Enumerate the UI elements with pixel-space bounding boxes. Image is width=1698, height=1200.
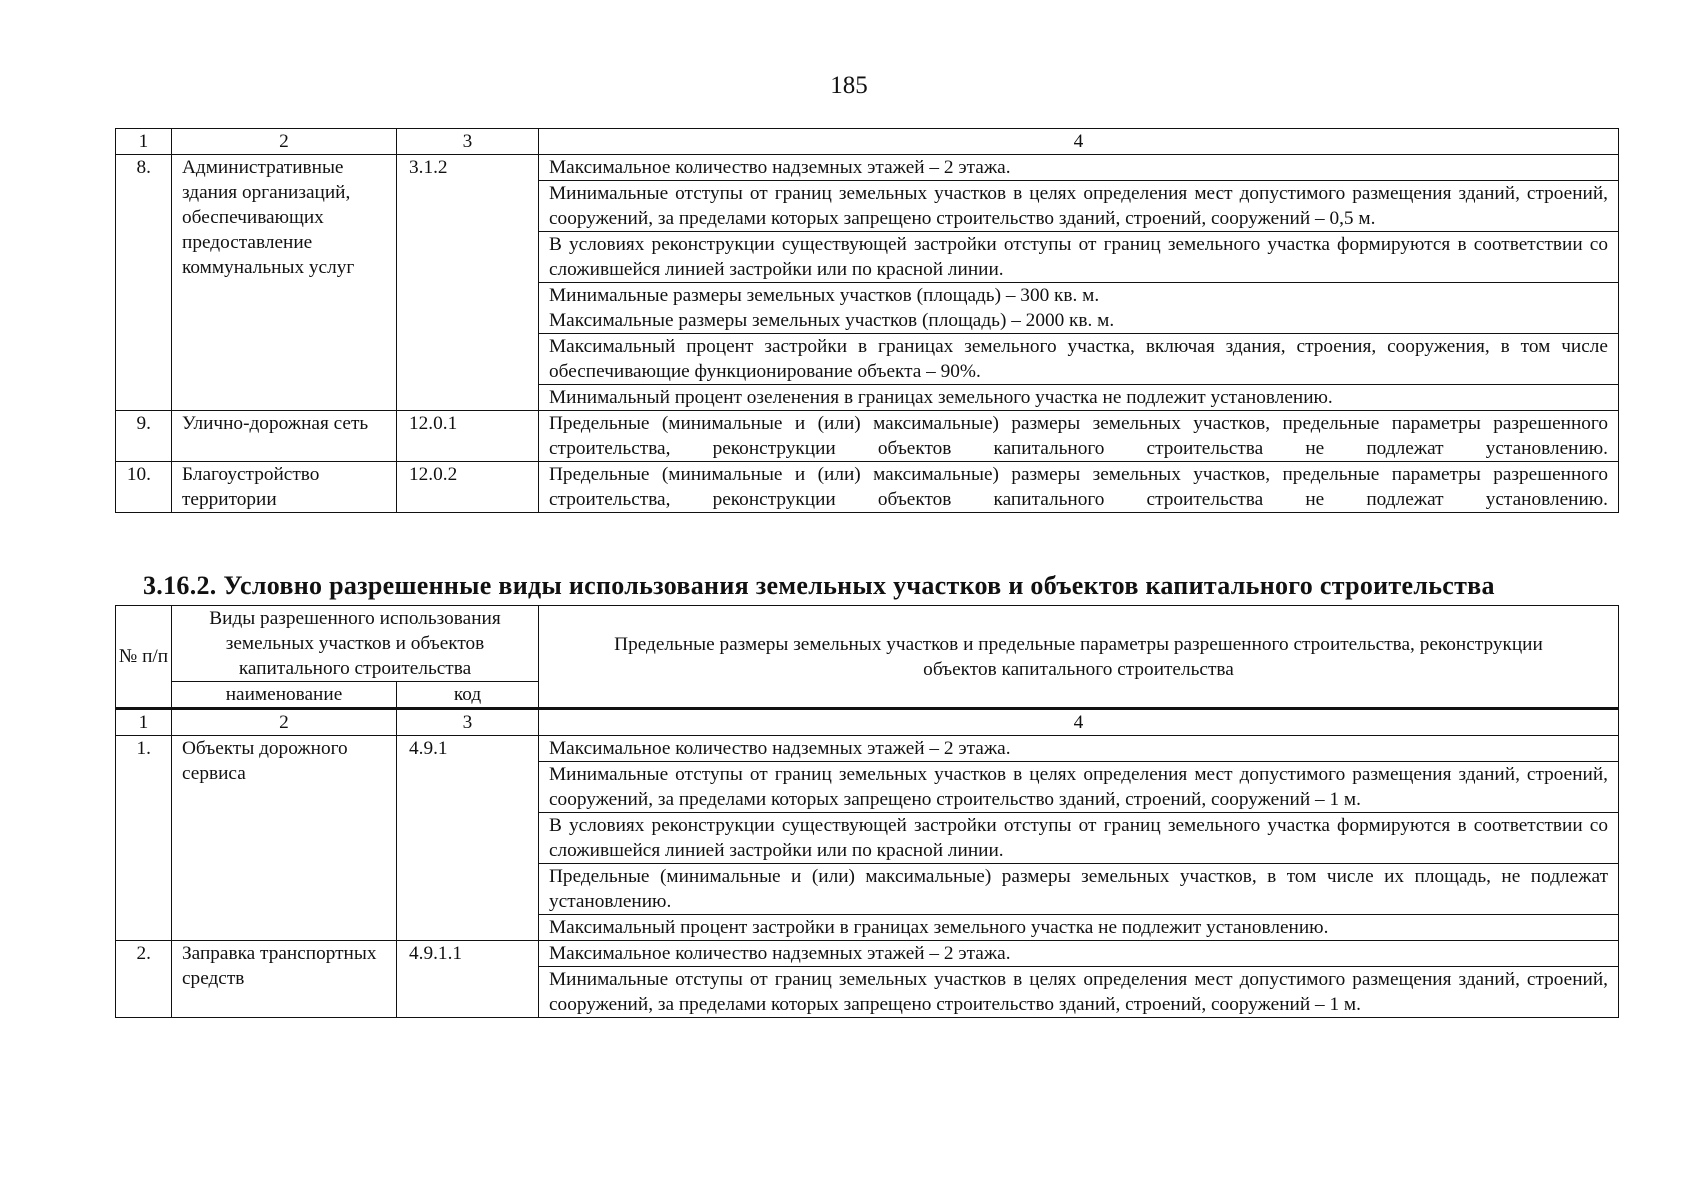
permitted-uses-table-continued (115, 128, 1619, 513)
table-row (116, 155, 1619, 181)
parameter-cell: Минимальные отступы от границ земельных участков в целях определения мест допустимого размещения зданий, строений, сооружений, за пределами которых запрещено строительство зданий, строений, сооружений – 1 м. (539, 967, 1619, 1018)
header-row (116, 606, 1619, 682)
col-number-2: 2 (172, 709, 397, 736)
header-number: № п/п (116, 606, 172, 709)
row-number: 1. (116, 736, 172, 941)
header-code: код (397, 682, 539, 709)
use-type-code: 3.1.2 (397, 155, 539, 411)
parameter-cell: Максимальное количество надземных этажей – 2 этажа. (539, 941, 1619, 967)
column-number-row (116, 129, 1619, 155)
header-use-types: Виды разрешенного использования земельных участков и объектов капитального строительства (172, 606, 539, 682)
conditionally-permitted-uses-table (115, 605, 1619, 1018)
parameter-cell (539, 283, 1619, 334)
table-row (116, 736, 1619, 762)
parameter-cell: В условиях реконструкции существующей застройки отступы от границ земельного участка формируются в соответствии со сложившейся линией застройки или по красной линии. (539, 813, 1619, 864)
parameter-cell: Предельные (минимальные и (или) максимальные) размеры земельных участков, предельные параметры разрешенного строительства, реконструкции объектов капитального строительства не подлежат установлению. (539, 411, 1619, 462)
table-row (116, 462, 1619, 513)
page-number: 185 (830, 72, 868, 99)
use-type-code: 4.9.1 (397, 736, 539, 941)
parameter-cell: Максимальное количество надземных этажей – 2 этажа. (539, 736, 1619, 762)
parameter-cell: В условиях реконструкции существующей застройки отступы от границ земельного участка формируются в соответствии со сложившейся линией застройки или по красной линии. (539, 232, 1619, 283)
use-type-code: 4.9.1.1 (397, 941, 539, 1018)
parameter-cell: Максимальный процент застройки в границах земельного участка не подлежит установлению. (539, 915, 1619, 941)
table-row (116, 411, 1619, 462)
row-number: 9. (116, 411, 172, 462)
col-number-1: 1 (116, 129, 172, 155)
col-number-3: 3 (397, 709, 539, 736)
use-type-name: Административные здания организаций, обеспечивающих предоставление коммунальных услуг (172, 155, 397, 411)
use-type-name: Улично-дорожная сеть (172, 411, 397, 462)
header-limits: Предельные размеры земельных участков и предельные параметры разрешенного строительства, реконструкции объектов капитального строительства (539, 606, 1619, 709)
parameter-cell: Предельные (минимальные и (или) максимальные) размеры земельных участков, в том числе их площадь, не подлежат установлению. (539, 864, 1619, 915)
table-row (116, 941, 1619, 967)
parameter-cell: Минимальные отступы от границ земельных участков в целях определения мест допустимого размещения зданий, строений, сооружений, за пределами которых запрещено строительство зданий, строений, сооружений – 0,5 м. (539, 181, 1619, 232)
col-number-3: 3 (397, 129, 539, 155)
row-number: 2. (116, 941, 172, 1018)
use-type-code: 12.0.1 (397, 411, 539, 462)
parameter-line: Минимальные размеры земельных участков (площадь) – 300 кв. м. (549, 285, 1100, 306)
use-type-name: Объекты дорожного сервиса (172, 736, 397, 941)
parameter-cell: Минимальный процент озеленения в границах земельного участка не подлежит установлению. (539, 385, 1619, 411)
use-type-name: Заправка транспортных средств (172, 941, 397, 1018)
col-number-1: 1 (116, 709, 172, 736)
parameter-cell: Минимальные отступы от границ земельных участков в целях определения мест допустимого размещения зданий, строений, сооружений, за пределами которых запрещено строительство зданий, строений, сооружений – 1 м. (539, 762, 1619, 813)
use-type-name: Благоустройство территории (172, 462, 397, 513)
col-number-2: 2 (172, 129, 397, 155)
col-number-4: 4 (539, 709, 1619, 736)
parameter-cell: Максимальное количество надземных этажей – 2 этажа. (539, 155, 1619, 181)
parameter-cell: Предельные (минимальные и (или) максимальные) размеры земельных участков, предельные параметры разрешенного строительства, реконструкции объектов капитального строительства не подлежат установлению. (539, 462, 1619, 513)
col-number-4: 4 (539, 129, 1619, 155)
column-number-row (116, 709, 1619, 736)
parameter-cell: Максимальный процент застройки в границах земельного участка, включая здания, строения, сооружения, в том числе обеспечивающие функционирование объекта – 90%. (539, 334, 1619, 385)
row-number: 10. (116, 462, 172, 513)
parameter-line: Максимальные размеры земельных участков (площадь) – 2000 кв. м. (549, 310, 1115, 331)
row-number: 8. (116, 155, 172, 411)
header-name: наименование (172, 682, 397, 709)
use-type-code: 12.0.2 (397, 462, 539, 513)
section-title: 3.16.2. Условно разрешенные виды использования земельных участков и объектов капитального строительства (143, 571, 1495, 600)
